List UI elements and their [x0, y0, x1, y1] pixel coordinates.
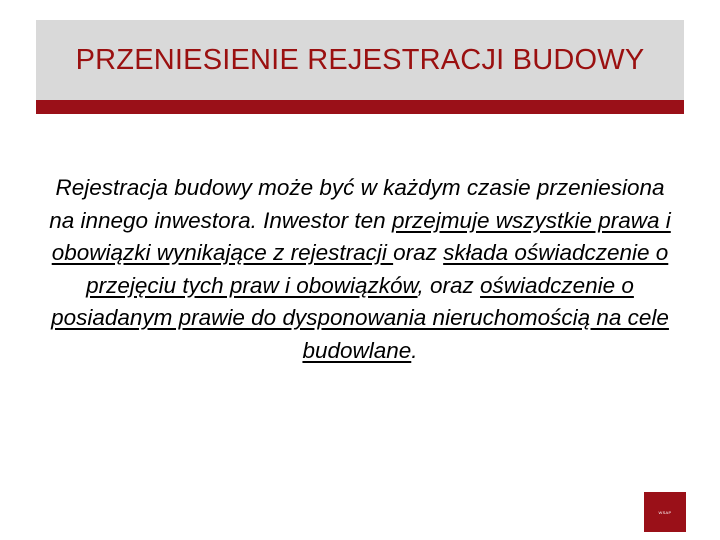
body-text-3: oraz — [393, 240, 444, 265]
slide-title: PRZENIESIENIE REJESTRACJI BUDOWY — [75, 43, 645, 76]
slide-body — [40, 172, 680, 367]
logo-text: WSAP — [658, 509, 672, 515]
slide-title-bar — [36, 20, 684, 100]
body-text-5: , oraz — [417, 272, 481, 298]
body-text-2-underlined: przejmuje wszystkie prawa i obowiązki wynikające z rejestracji — [51, 207, 671, 265]
title-divider — [36, 100, 684, 114]
body-text-4-underlined: składa oświadczenie o przejęciu tych praw i obowiązków — [86, 240, 669, 298]
body-text-1: Rejestracja budowy może być w każdym czasie przeniesiona na innego inwestora. Inwestor ten — [49, 175, 665, 233]
body-text-6-underlined: oświadczenie o posiadanym prawie do dysponowania nieruchomością na cele budowlane — [51, 272, 669, 363]
logo — [644, 492, 686, 532]
body-text-7: . — [411, 337, 418, 363]
